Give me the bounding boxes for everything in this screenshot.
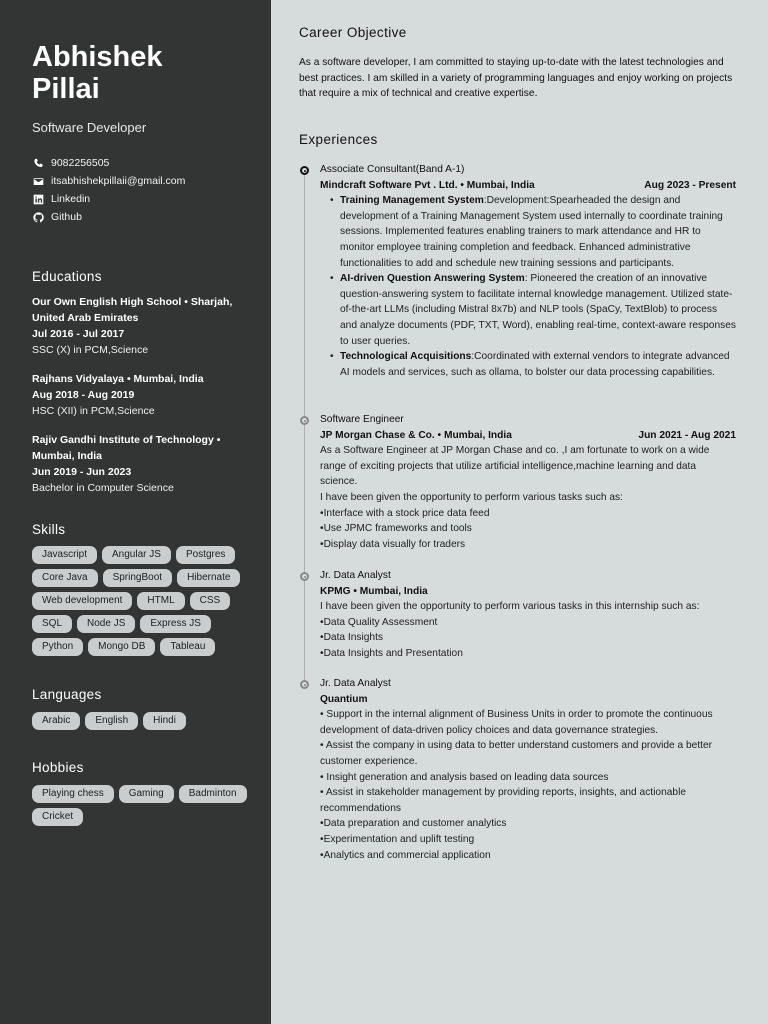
hobby-chip: Badminton — [179, 785, 247, 803]
timeline-dot — [300, 680, 309, 689]
language-chip: Arabic — [32, 712, 80, 730]
skill-chip: Mongo DB — [88, 638, 155, 656]
company-name: Mindcraft Software Pvt . Ltd. • Mumbai, India — [320, 179, 535, 191]
contact-linkedin[interactable] — [32, 190, 185, 208]
job-line: •Interface with a stock price data feed — [320, 507, 490, 519]
github-link[interactable]: Github — [51, 211, 82, 223]
job-line: • Assist the company in using data to better understand customers and provide a better customer experience. — [320, 740, 713, 767]
candidate-name — [32, 41, 232, 105]
school-name: Our Own English High School • Sharjah, United Arab Emirates — [32, 296, 233, 324]
job-line: •Data Insights and Presentation — [320, 647, 463, 659]
phone-number: 9082256505 — [51, 157, 110, 169]
skill-chip: Express JS — [140, 615, 211, 633]
phone-icon — [32, 157, 44, 169]
company-row — [320, 692, 736, 708]
job-line: • Support in the internal alignment of Business Units in order to promote the continuous development of data-driven policy choices and data governance strategies. — [320, 709, 713, 736]
hobbies-list — [32, 785, 247, 826]
hobbies-heading: Hobbies — [32, 760, 84, 775]
experience-item — [320, 568, 736, 662]
job-line: • Insight generation and analysis based on leading data sources — [320, 771, 609, 783]
mail-icon — [32, 175, 44, 187]
hobby-chip: Gaming — [119, 785, 174, 803]
skill-chip: SpringBoot — [103, 569, 172, 587]
last-name: Pillai — [32, 73, 100, 105]
school-name: Rajhans Vidyalaya • Mumbai, India — [32, 373, 204, 385]
hobby-chip: Cricket — [32, 808, 83, 826]
skill-chip: Hibernate — [177, 569, 240, 587]
main-content — [271, 0, 768, 1024]
timeline-dot — [300, 416, 309, 425]
education-item — [32, 432, 242, 496]
job-line: •Data preparation and customer analytics — [320, 818, 507, 830]
contact-phone — [32, 154, 185, 172]
education-item — [32, 371, 242, 419]
timeline-dot — [300, 166, 309, 175]
education-degree: SSC (X) in PCM,Science — [32, 344, 149, 356]
education-degree: Bachelor in Computer Science — [32, 482, 174, 494]
experiences-heading: Experiences — [299, 132, 378, 147]
languages-heading: Languages — [32, 687, 102, 702]
skills-heading: Skills — [32, 522, 66, 537]
github-icon — [32, 211, 44, 223]
job-line: • Assist in stakeholder management by providing reports, insights, and actionable recommendations — [320, 787, 686, 814]
linkedin-icon — [32, 193, 44, 205]
first-name: Abhishek — [32, 41, 163, 73]
job-line: •Data Quality Assessment — [320, 616, 438, 628]
job-line: I have been given the opportunity to perform various tasks in this internship such as: — [320, 601, 700, 613]
job-line: •Analytics and commercial application — [320, 849, 491, 861]
education-dates: Aug 2018 - Aug 2019 — [32, 389, 135, 401]
education-dates: Jun 2019 - Jun 2023 — [32, 466, 132, 478]
sidebar — [0, 0, 271, 1024]
job-line: As a Software Engineer at JP Morgan Chase and co. ,I am fortunate to work on a wide range of exciting projects that utilize artificial intelligence,machine learning and data science. — [320, 445, 710, 488]
job-title: Associate Consultant(Band A-1) — [320, 164, 465, 175]
job-dates: Aug 2023 - Present — [644, 179, 736, 191]
experience-item — [320, 412, 736, 552]
skill-chip: Angular JS — [102, 546, 171, 564]
contact-email[interactable] — [32, 172, 185, 190]
education-dates: Jul 2016 - Jul 2017 — [32, 328, 125, 340]
company-name: Quantium — [320, 693, 368, 705]
company-row — [320, 428, 736, 444]
job-bullet — [330, 193, 736, 271]
job-line: •Display data visually for traders — [320, 538, 466, 550]
skill-chip: Web development — [32, 592, 132, 610]
skill-chip: Core Java — [32, 569, 98, 587]
job-bullets — [320, 193, 736, 380]
skill-chip: Tableau — [160, 638, 215, 656]
skill-chip: HTML — [137, 592, 184, 610]
job-bullet — [330, 271, 736, 349]
company-name: KPMG • Mumbai, India — [320, 585, 428, 597]
bullet-title: Technological Acquisitions — [340, 351, 472, 363]
language-chip: English — [85, 712, 138, 730]
skill-chip: Javascript — [32, 546, 97, 564]
skill-chip: Python — [32, 638, 83, 656]
timeline-line — [304, 172, 305, 682]
experience-item — [320, 676, 736, 863]
company-row — [320, 178, 736, 194]
experience-item — [320, 162, 736, 380]
linkedin-link[interactable]: Linkedin — [51, 193, 91, 205]
email-link[interactable]: itsabhishekpillaii@gmail.com — [51, 175, 186, 187]
company-name: JP Morgan Chase & Co. • Mumbai, India — [320, 429, 512, 441]
job-title: Jr. Data Analyst — [320, 678, 391, 689]
hobby-chip: Playing chess — [32, 785, 114, 803]
skill-chip: SQL — [32, 615, 72, 633]
bullet-text: :Development:Spearheaded the design and development of a Training Management System used internally to coordinate training sessions. Implemented features enabling trainers to mark attendance and HR to monitor employee training completion and feedback. Enhanced administrative functionalities to add and schedule new training sessions and participants. — [340, 195, 723, 269]
bullet-title: Training Management System — [340, 195, 484, 207]
timeline-dot — [300, 572, 309, 581]
objective-text: As a software developer, I am committed to staying up-to-date with the latest technologies and best practices. I am skilled in a variety of programming languages and enjoy working on projects that require a mix of technical and creative expertise. — [299, 57, 733, 99]
contact-list — [32, 154, 185, 226]
bullet-text: : Pioneered the creation of an innovative question-answering system to facilitate internal knowledge management. Utilized state-of-the-art LLMs (including Mistral 8x7b) and NLP tools (SpaCy, TextBlob) to process and analyze documents (PDF, TXT, Word), enabling real-time, context-aware responses to user queries. — [340, 273, 736, 347]
company-row — [320, 584, 736, 600]
job-line: •Data Insights — [320, 632, 384, 644]
education-degree: HSC (XII) in PCM,Science — [32, 405, 155, 417]
candidate-role: Software Developer — [32, 120, 147, 135]
job-line: I have been given the opportunity to perform various tasks such as: — [320, 491, 623, 503]
skill-chip: CSS — [190, 592, 231, 610]
skill-chip: Postgres — [176, 546, 235, 564]
job-line: •Experimentation and uplift testing — [320, 833, 475, 845]
job-title: Jr. Data Analyst — [320, 570, 391, 581]
language-chip: Hindi — [143, 712, 186, 730]
contact-github[interactable] — [32, 208, 185, 226]
job-dates: Jun 2021 - Aug 2021 — [638, 429, 736, 441]
languages-list — [32, 712, 247, 730]
job-title: Software Engineer — [320, 414, 404, 425]
job-bullet — [330, 349, 736, 380]
education-item — [32, 294, 242, 358]
job-line: •Use JPMC frameworks and tools — [320, 523, 472, 535]
educations-heading: Educations — [32, 269, 102, 284]
bullet-text: :Coordinated with external vendors to integrate advanced AI models and services, such as ollama, to bolster our data processing capabilities. — [340, 351, 730, 378]
objective-heading: Career Objective — [299, 25, 407, 40]
bullet-title: AI-driven Question Answering System — [340, 273, 525, 285]
skill-chip: Node JS — [77, 615, 135, 633]
school-name: Rajiv Gandhi Institute of Technology • Mumbai, India — [32, 434, 221, 462]
skills-list — [32, 546, 247, 656]
